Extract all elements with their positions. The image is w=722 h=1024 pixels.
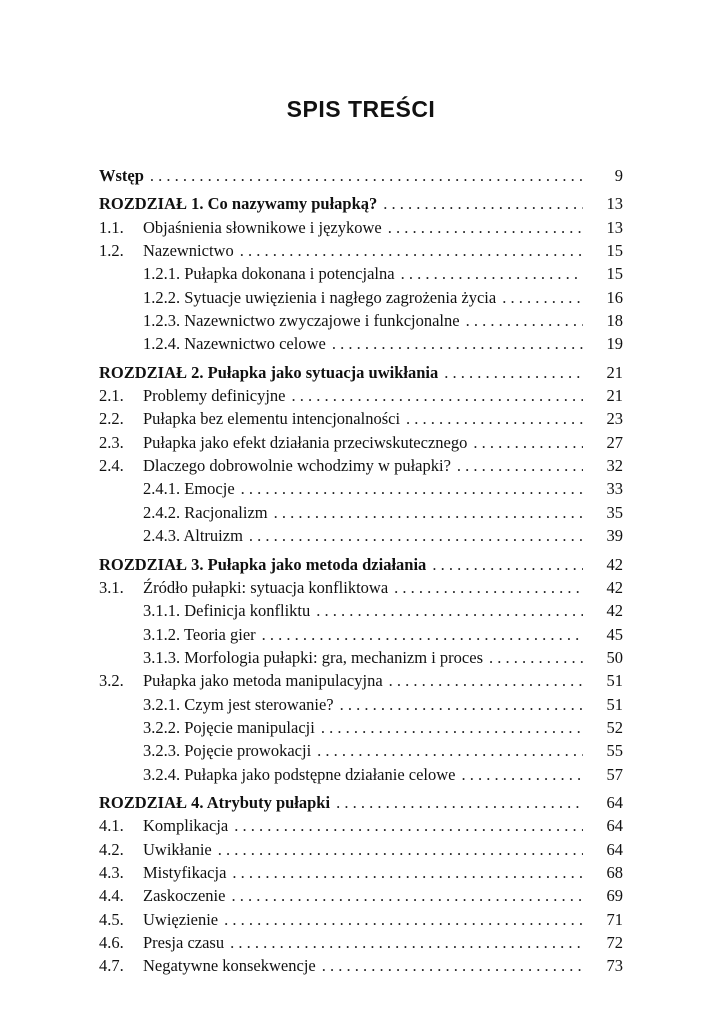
toc-entry — [99, 361, 623, 384]
dot-leader — [462, 763, 584, 786]
toc-entry-page-number: 51 — [606, 694, 623, 714]
toc-entry-title: 1.2.3. Nazewnictwo zwyczajowe i funkcjonalne — [143, 311, 460, 331]
toc-entry-title: ROZDZIAŁ 4. Atrybuty pułapki — [99, 792, 331, 812]
toc-entry-number: 2.1. — [99, 386, 124, 406]
toc-entry — [99, 646, 623, 669]
dot-leader — [274, 501, 583, 524]
dot-leader — [232, 861, 583, 884]
toc-entry-title: ROZDZIAŁ 2. Pułapka jako sytuacja uwikłania — [99, 362, 439, 382]
toc-entry — [99, 164, 623, 187]
toc-entry — [99, 407, 623, 430]
toc-entry-page-number: 57 — [606, 764, 623, 784]
toc-entry — [99, 262, 623, 285]
toc-entry-page-number: 64 — [606, 792, 623, 812]
toc-entry-title: 2.4.3. Altruizm — [143, 526, 243, 546]
toc-entry-page-number: 18 — [606, 311, 623, 331]
toc-entry-page-number: 42 — [606, 577, 623, 597]
toc-entry-page-number: 27 — [606, 432, 623, 452]
toc-entry — [99, 553, 623, 576]
toc-entry — [99, 763, 623, 786]
toc-entry-page-number: 19 — [606, 334, 623, 354]
dot-leader — [332, 332, 583, 355]
toc-entry — [99, 332, 623, 355]
dot-leader — [241, 477, 583, 500]
toc-entry-page-number: 32 — [606, 456, 623, 476]
toc-entry-title: 3.1.2. Teoria gier — [143, 624, 256, 644]
toc-entry-title: 3.2.3. Pojęcie prowokacji — [143, 741, 312, 761]
dot-leader — [389, 669, 583, 692]
toc-entry-title: Mistyfikacja — [143, 862, 227, 882]
dot-leader — [473, 431, 583, 454]
toc-entry-page-number: 42 — [606, 601, 623, 621]
toc-entry — [99, 908, 623, 931]
toc-entry-page-number: 45 — [606, 624, 623, 644]
dot-leader — [401, 262, 583, 285]
toc-entry-title: Uwikłanie — [143, 839, 212, 859]
toc-entry — [99, 384, 623, 407]
dot-leader — [224, 908, 583, 931]
dot-leader — [317, 739, 583, 762]
toc-entry-number: 2.2. — [99, 409, 124, 429]
dot-leader — [230, 931, 583, 954]
toc-entry-title: Nazewnictwo — [143, 241, 234, 261]
toc-entry — [99, 239, 623, 262]
toc-entry-title: Wstęp — [99, 166, 144, 185]
toc-entry — [99, 693, 623, 716]
dot-leader — [383, 192, 583, 215]
dot-leader — [240, 239, 583, 262]
toc-entry-number: 2.3. — [99, 432, 124, 452]
toc-entry — [99, 524, 623, 547]
toc-entry-page-number: 52 — [606, 717, 623, 737]
toc-entry-title: Pułapka jako efekt działania przeciwskutecznego — [143, 432, 468, 452]
toc-entry-page-number: 72 — [606, 933, 623, 952]
toc-entry-page-number: 15 — [606, 264, 623, 284]
toc-entry-number: 4.4. — [99, 886, 124, 906]
toc-entry — [99, 576, 623, 599]
toc-entry-number: 1.1. — [99, 217, 124, 237]
toc-entry-title: 1.2.1. Pułapka dokonana i potencjalna — [143, 264, 395, 284]
toc-entry — [99, 192, 623, 215]
page-title: SPIS TREŚCI — [286, 96, 436, 122]
dot-leader — [489, 646, 583, 669]
toc-entry-page-number: 50 — [606, 647, 623, 667]
toc-entry — [99, 309, 623, 332]
dot-leader — [406, 407, 583, 430]
dot-leader — [292, 384, 583, 407]
toc-entry — [99, 716, 623, 739]
toc-entry-title: Problemy definicyjne — [143, 386, 286, 406]
toc-entry-title: Negatywne konsekwencje — [143, 956, 316, 976]
toc-entry-page-number: 23 — [606, 409, 623, 429]
toc-entry-page-number: 21 — [606, 386, 623, 406]
dot-leader — [444, 361, 583, 384]
toc-entry-title: 2.4.1. Emocje — [143, 479, 235, 499]
dot-leader — [336, 791, 583, 814]
toc-entry-title: Uwięzienie — [143, 909, 219, 929]
toc-entry-title: 1.2.2. Sytuacje uwięzienia i nagłego zagrożenia życia — [143, 287, 497, 307]
dot-leader — [234, 814, 583, 837]
dot-leader — [340, 693, 583, 716]
dot-leader — [457, 454, 583, 477]
table-of-contents — [99, 164, 623, 978]
toc-entry-page-number: 68 — [606, 862, 623, 882]
toc-entry — [99, 838, 623, 861]
toc-entry-page-number: 71 — [606, 909, 623, 929]
toc-entry-number: 1.2. — [99, 241, 124, 261]
toc-entry-title: Pułapka bez elementu intencjonalności — [143, 409, 401, 429]
toc-entry — [99, 599, 623, 622]
toc-entry-title: Objaśnienia słownikowe i językowe — [143, 217, 382, 237]
toc-entry — [99, 454, 623, 477]
dot-leader — [502, 286, 583, 309]
toc-entry-title: 3.2.2. Pojęcie manipulacji — [143, 717, 315, 737]
toc-entry-title: Źródło pułapki: sytuacja konfliktowa — [143, 577, 389, 597]
toc-entry — [99, 477, 623, 500]
toc-entry-number: 3.2. — [99, 671, 124, 691]
toc-entry-number: 2.4. — [99, 456, 124, 476]
toc-entry — [99, 954, 623, 977]
dot-leader — [218, 838, 583, 861]
toc-entry-page-number: 64 — [606, 839, 623, 859]
toc-entry-title: 3.2.1. Czym jest sterowanie? — [143, 694, 334, 714]
toc-entry-title: Komplikacja — [143, 816, 229, 836]
toc-entry-page-number: 39 — [606, 526, 623, 546]
toc-entry — [99, 216, 623, 239]
dot-leader — [394, 576, 583, 599]
toc-entry-title: 3.1.1. Definicja konfliktu — [143, 601, 311, 621]
toc-entry — [99, 931, 623, 954]
dot-leader — [432, 553, 583, 576]
toc-entry — [99, 814, 623, 837]
toc-entry-number: 4.6. — [99, 933, 124, 952]
toc-entry-title: ROZDZIAŁ 1. Co nazywamy pułapką? — [99, 194, 378, 214]
toc-entry — [99, 501, 623, 524]
dot-leader — [249, 524, 583, 547]
dot-leader — [466, 309, 583, 332]
toc-entry-page-number: 33 — [606, 479, 623, 499]
toc-entry-page-number: 13 — [606, 194, 623, 214]
dot-leader — [231, 884, 583, 907]
toc-entry-number: 4.5. — [99, 909, 124, 929]
dot-leader — [388, 216, 583, 239]
toc-entry-page-number: 73 — [606, 956, 623, 976]
toc-entry-page-number: 55 — [606, 741, 623, 761]
toc-entry — [99, 431, 623, 454]
toc-entry-page-number: 15 — [606, 241, 623, 261]
toc-entry-page-number: 13 — [606, 217, 623, 237]
toc-entry-number: 4.1. — [99, 816, 124, 836]
dot-leader — [316, 599, 583, 622]
toc-entry-title: Zaskoczenie — [143, 886, 226, 906]
toc-entry — [99, 623, 623, 646]
toc-entry-title: 2.4.2. Racjonalizm — [143, 502, 268, 522]
toc-entry-page-number: 21 — [606, 362, 623, 382]
toc-entry-page-number: 64 — [606, 816, 623, 836]
toc-entry-title: Dlaczego dobrowolnie wchodzimy w pułapki? — [143, 456, 451, 476]
toc-entry-number: 4.7. — [99, 956, 124, 976]
toc-entry-page-number: 42 — [606, 554, 623, 574]
toc-entry-number: 4.3. — [99, 862, 124, 882]
toc-entry — [99, 286, 623, 309]
dot-leader — [150, 164, 583, 187]
toc-entry — [99, 791, 623, 814]
dot-leader — [321, 716, 583, 739]
toc-entry-title: Pułapka jako metoda manipulacyjna — [143, 671, 383, 691]
toc-entry-page-number: 51 — [606, 671, 623, 691]
toc-entry — [99, 861, 623, 884]
toc-entry — [99, 669, 623, 692]
dot-leader — [322, 954, 583, 977]
toc-entry-title: 3.2.4. Pułapka jako podstępne działanie celowe — [143, 764, 456, 784]
toc-entry — [99, 739, 623, 762]
toc-entry-page-number: 9 — [614, 166, 623, 185]
toc-entry-page-number: 16 — [606, 287, 623, 307]
toc-entry-page-number: 35 — [606, 502, 623, 522]
toc-entry-number: 4.2. — [99, 839, 124, 859]
toc-entry-number: 3.1. — [99, 577, 124, 597]
toc-entry-title: Presja czasu — [143, 933, 225, 952]
dot-leader — [262, 623, 583, 646]
toc-entry-title: ROZDZIAŁ 3. Pułapka jako metoda działania — [99, 554, 427, 574]
toc-entry-page-number: 69 — [606, 886, 623, 906]
toc-entry-title: 3.1.3. Morfologia pułapki: gra, mechanizm i proces — [143, 647, 483, 667]
toc-entry-title: 1.2.4. Nazewnictwo celowe — [143, 334, 326, 354]
toc-entry — [99, 884, 623, 907]
